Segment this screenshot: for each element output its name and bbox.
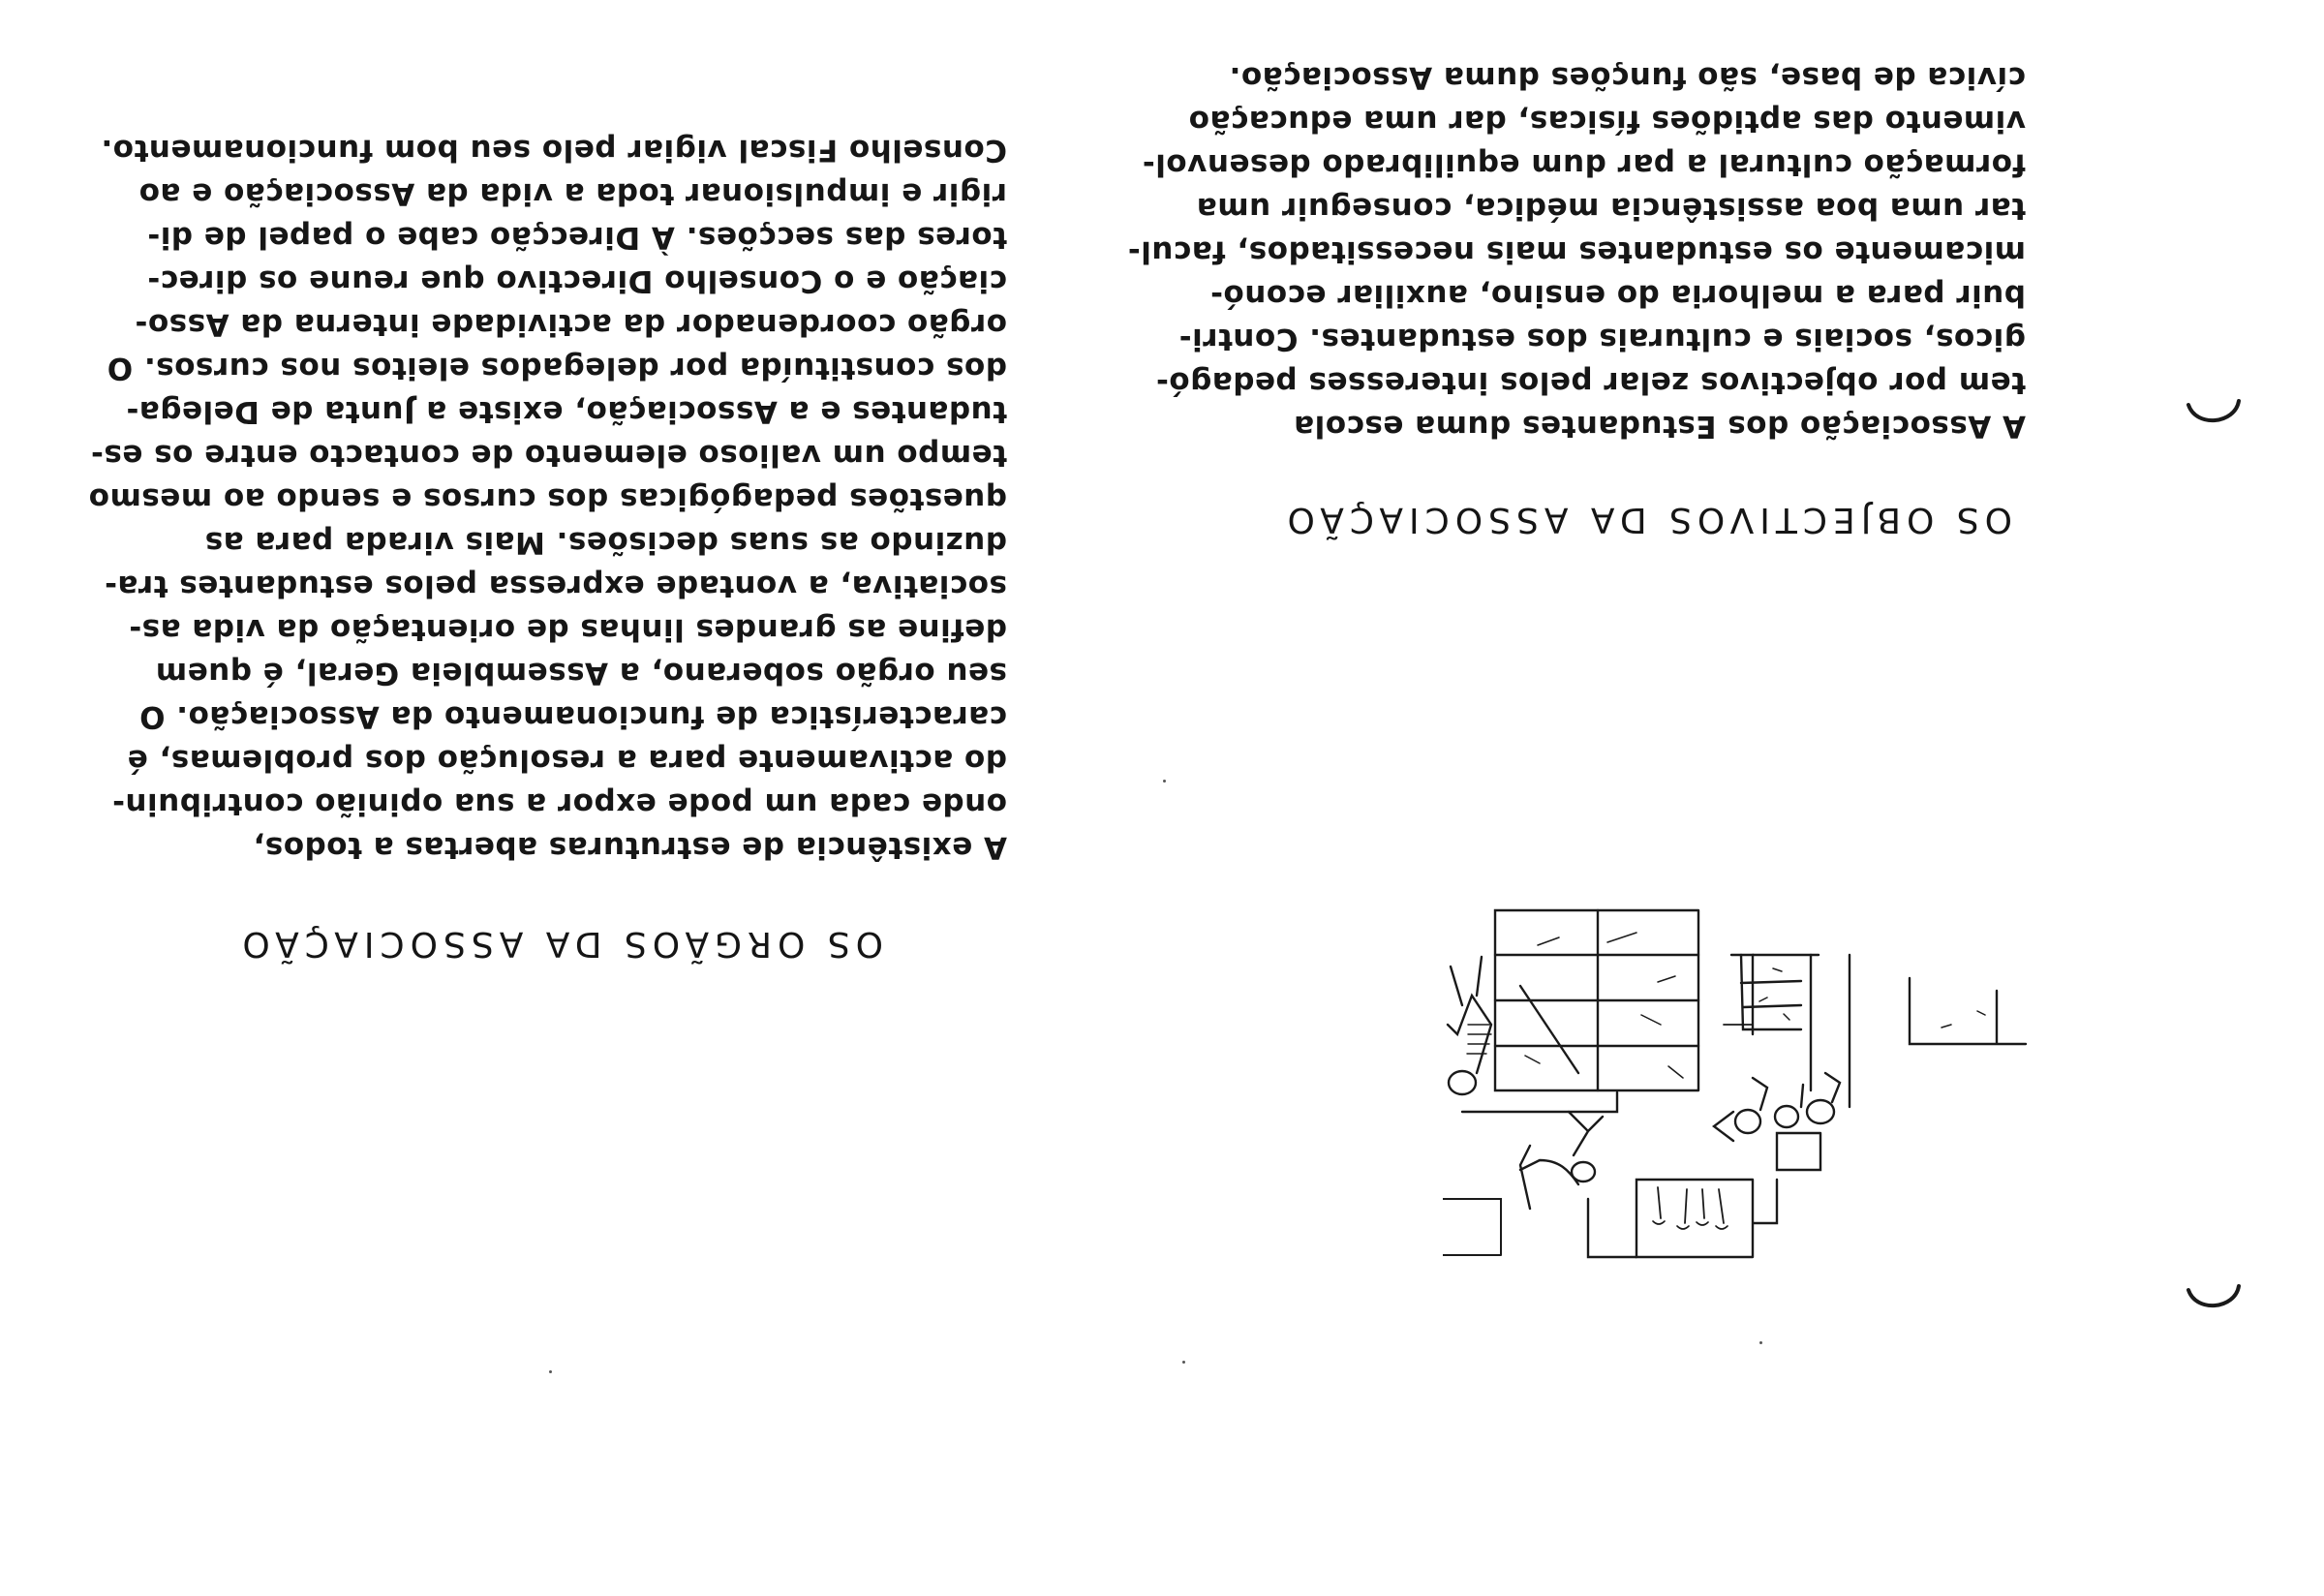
paragraph-line: sociativa, a vontade expressa pelos estudantes tra- bbox=[104, 568, 1007, 603]
scan-speck bbox=[549, 1370, 552, 1373]
paragraph-line: define as grandes linhas de orientação da vida as- bbox=[128, 612, 1007, 647]
paragraph-line: orgão coordenador da actividade interna da Asso- bbox=[135, 307, 1007, 342]
paragraph-line: tempo um valioso elemento de contacto entre os es- bbox=[90, 438, 1007, 473]
orgaos-heading: OS ORGÃOS DA ASSOCIAÇÃO bbox=[236, 924, 883, 964]
paragraph-line: cívica de base, são funções duma Associação. bbox=[1229, 60, 2026, 95]
paragraph-line: micamente os estudantes mais necessitados, facul- bbox=[1127, 234, 2026, 269]
objectivos-heading: OS OBJECTIVOS DA ASSOCIAÇÃO bbox=[1281, 500, 2012, 539]
paragraph-line: A Associação dos Estudantes duma escola bbox=[1293, 409, 2026, 444]
paragraph-line: ciação e o Conselho Directivo que reune os direc- bbox=[146, 263, 1007, 298]
paragraph-line: rigir e impulsionar toda a vida da Associação e ao bbox=[138, 176, 1007, 211]
punch-hole-mark bbox=[2183, 1271, 2245, 1319]
punch-hole-mark bbox=[2183, 385, 2245, 434]
scan-speck bbox=[1182, 1361, 1185, 1364]
counter-illustration bbox=[1443, 889, 2043, 1315]
paragraph-line: tem por objectivos zelar pelos interesses pedagó- bbox=[1155, 365, 2026, 400]
orgaos-paragraph bbox=[88, 128, 1007, 869]
paragraph-line: questões pedagógicas dos cursos e sendo ao mesmo bbox=[88, 481, 1007, 516]
paragraph-line: duzindo as suas decisões. Mais virada para as bbox=[204, 525, 1007, 560]
paragraph-line: gicos, sociais e culturais dos estudantes. Contri- bbox=[1178, 322, 2026, 356]
paragraph-line: vimento das aptidões físicas, dar uma educação bbox=[1188, 104, 2026, 138]
paragraph-line: tudantes e a Associação, existe a Junta de Delega- bbox=[126, 394, 1007, 429]
paragraph-line: tar uma boa assistência médica, conseguir uma bbox=[1196, 191, 2026, 226]
paragraph-line: onde cada um pode expor a sua opinião contribuin- bbox=[111, 786, 1007, 821]
paragraph-line: seu orgão soberano, a Assembleia Geral, é quem bbox=[155, 656, 1007, 691]
objectivos-paragraph bbox=[1127, 55, 2026, 447]
paragraph-line: Conselho Fiscal vigiar pelo seu bom funcionamento. bbox=[100, 133, 1007, 168]
paragraph-line: dos constituída por delegados eleitos nos cursos. O bbox=[107, 351, 1007, 385]
scan-speck bbox=[1759, 1341, 1762, 1344]
scan-speck bbox=[1163, 780, 1166, 783]
paragraph-line: tores das secções. À Direcção cabe o papel de di- bbox=[146, 220, 1007, 255]
paragraph-line: do activamente para a resolução dos problemas, é bbox=[127, 743, 1007, 778]
paragraph-line: A existência de estruturas abertas a todos, bbox=[253, 830, 1007, 865]
paragraph-line: característica de funcionamento da Associação. O bbox=[138, 699, 1007, 734]
paragraph-line: formação cultural a par dum equilibrado desenvol- bbox=[1142, 147, 2026, 182]
paragraph-line: buir para a melhoria do ensino, auxiliar econó- bbox=[1209, 278, 2026, 313]
